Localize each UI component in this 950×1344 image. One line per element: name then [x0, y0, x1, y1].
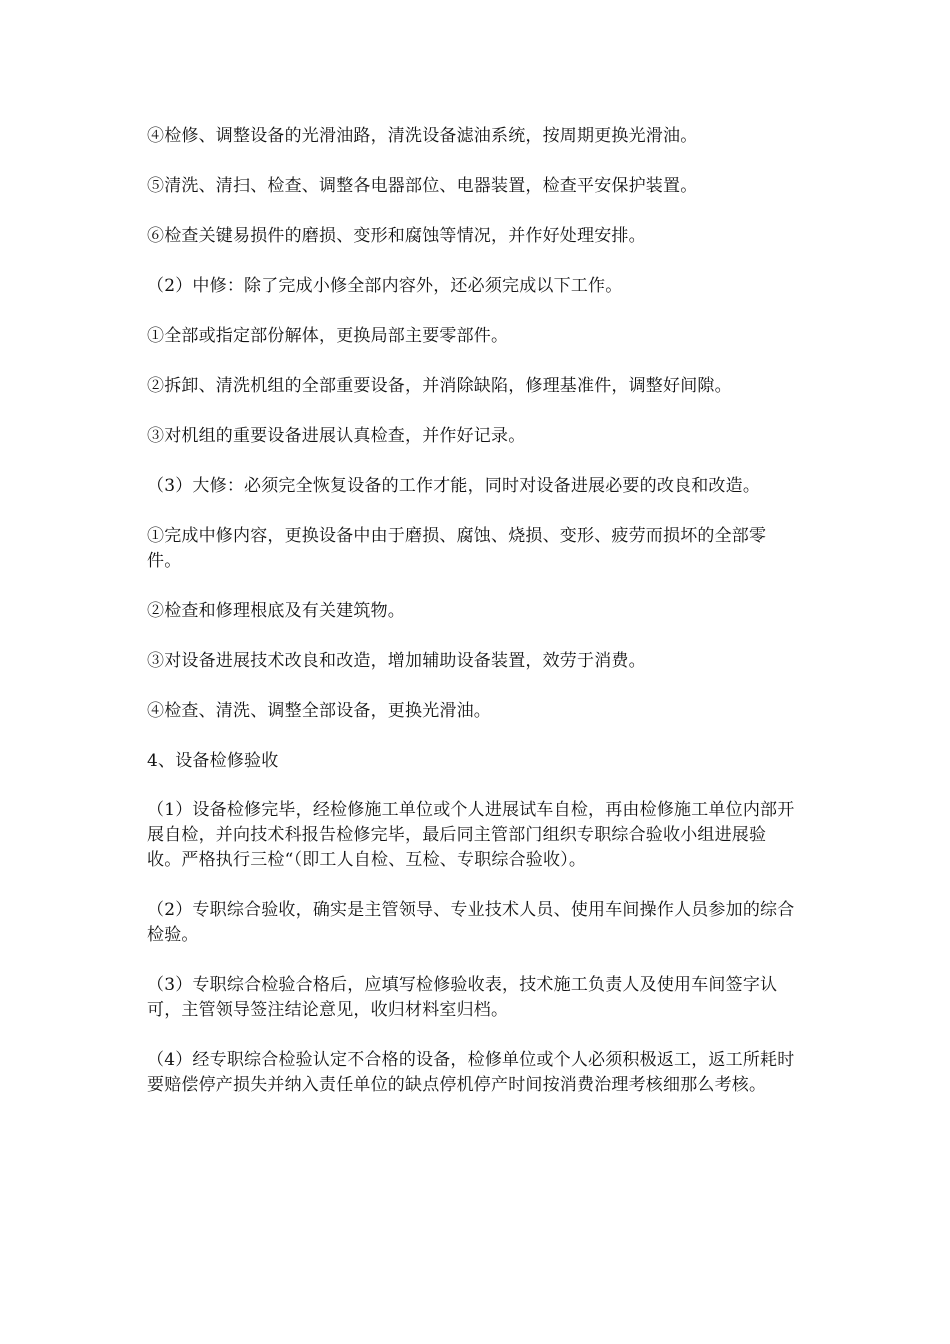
paragraph-acceptance-3: （3）专职综合检验合格后，应填写检修验收表，技术施工负责人及使用车间签字认可，主管领导签注结论意见，收归材料室归档。: [147, 975, 778, 1020]
paragraph-major-item-4: ④检查、清洗、调整全部设备，更换光滑油。: [147, 701, 491, 721]
paragraph-major-repair: （3）大修：必须完全恢复设备的工作才能，同时对设备进展必要的改良和改造。: [147, 476, 761, 496]
paragraph-acceptance-4: （4）经专职综合检验认定不合格的设备，检修单位或个人必须积极返工，返工所耗时要赔偿停产损失并纳入责任单位的缺点停机停产时间按消费治理考核细那么考核。: [147, 1050, 795, 1095]
paragraph-acceptance-2: （2）专职综合验收，确实是主管领导、专业技术人员、使用车间操作人员参加的综合检验。: [147, 900, 795, 945]
paragraph-item-6-wear-parts: ⑥检查关键易损件的磨损、变形和腐蚀等情况，并作好处理安排。: [147, 226, 646, 246]
paragraph-major-item-2: ②检查和修理根底及有关建筑物。: [147, 601, 405, 621]
paragraph-major-item-1: ①完成中修内容，更换设备中由于磨损、腐蚀、烧损、变形、疲劳而损坏的全部零件。: [147, 526, 767, 571]
paragraph-medium-repair: （2）中修：除了完成小修全部内容外，还必须完成以下工作。: [147, 276, 623, 296]
paragraph-acceptance-1: （1）设备检修完毕，经检修施工单位或个人进展试车自检，再由检修施工单位内部开展自检，并向技术科报告检修完毕，最后同主管部门组织专职综合验收小组进展验收。严格执行三检“（即工人自检、互检、专职综合验收）。: [147, 800, 795, 870]
paragraph-medium-item-2: ②拆卸、清洗机组的全部重要设备，并消除缺陷，修理基准件，调整好间隙。: [147, 376, 732, 396]
section-heading-acceptance: 4、设备检修验收: [147, 751, 279, 771]
paragraph-medium-item-3: ③对机组的重要设备进展认真检查，并作好记录。: [147, 426, 526, 446]
paragraph-item-4-lubrication: ④检修、调整设备的光滑油路，清洗设备滤油系统，按周期更换光滑油。: [147, 126, 698, 146]
paragraph-medium-item-1: ①全部或指定部份解体，更换局部主要零部件。: [147, 326, 509, 346]
paragraph-item-5-electrical: ⑤清洗、清扫、检查、调整各电器部位、电器装置，检查平安保护装置。: [147, 176, 698, 196]
document-body: [147, 124, 797, 1123]
paragraph-major-item-3: ③对设备进展技术改良和改造，增加辅助设备装置，效劳于消费。: [147, 651, 646, 671]
